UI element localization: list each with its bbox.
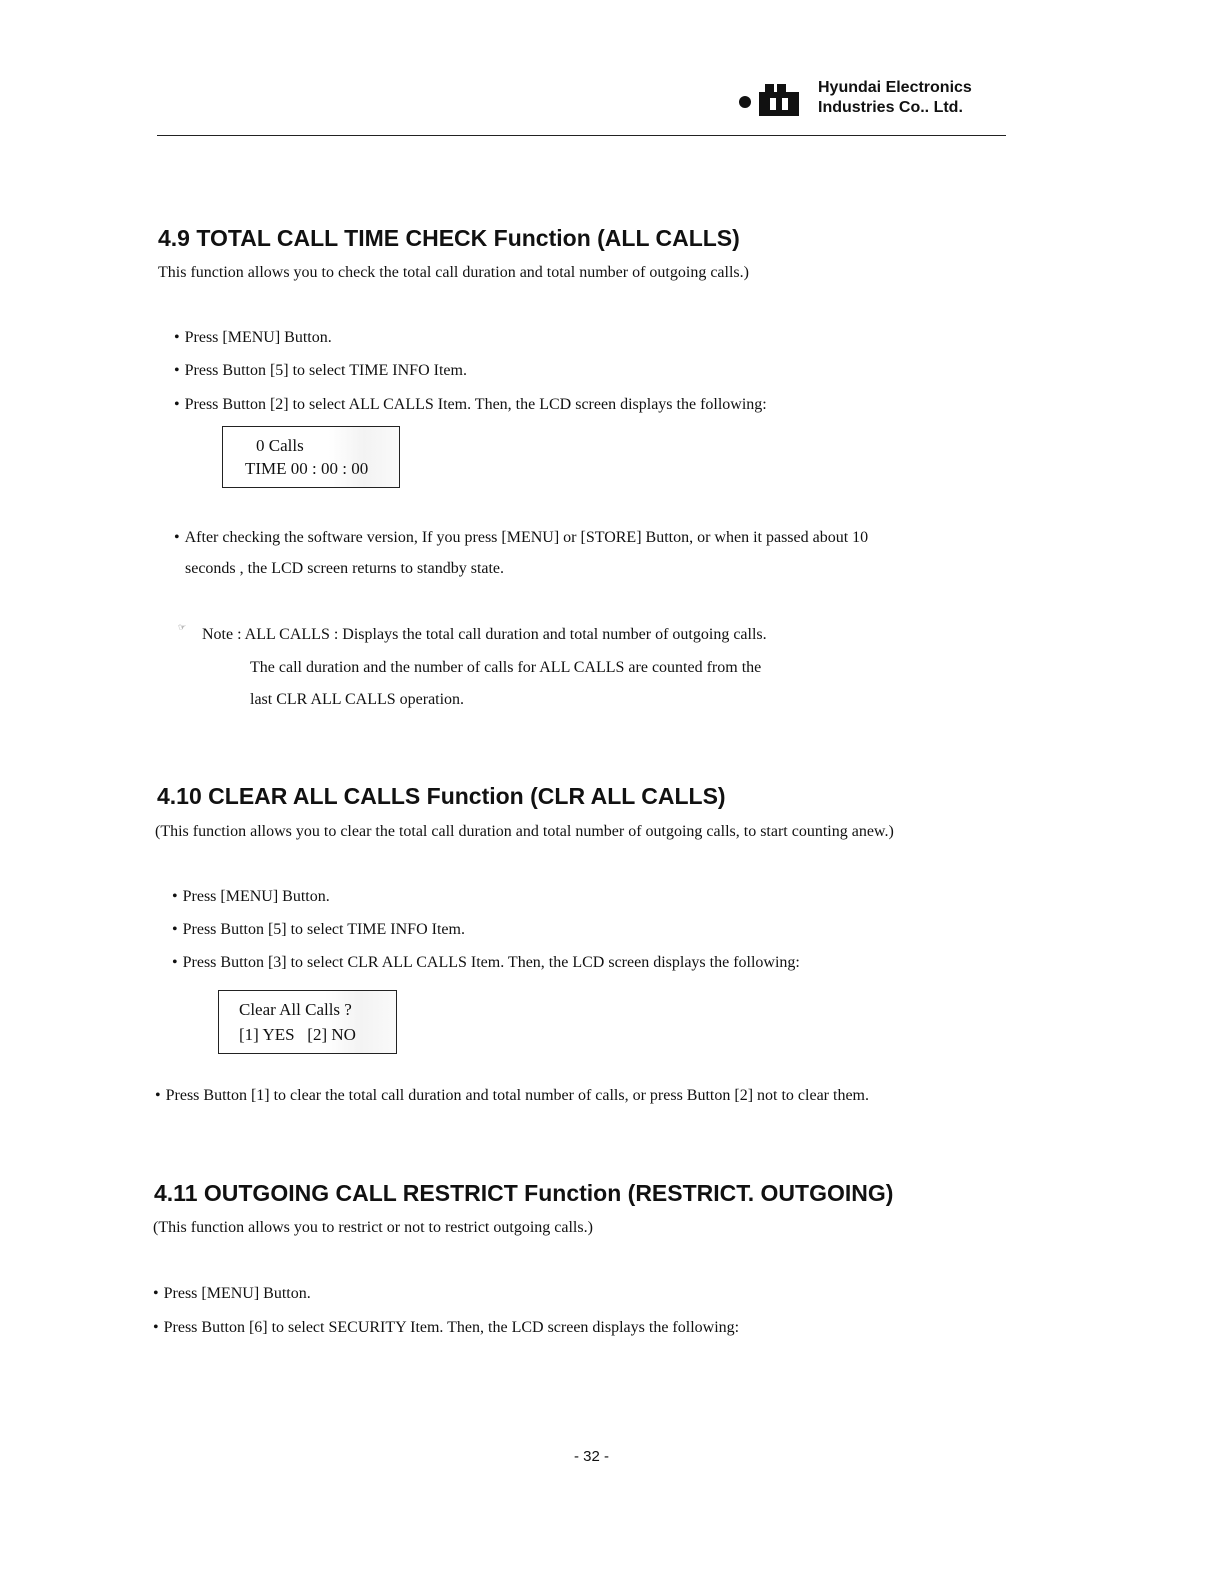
section-4-9-note-line1: Note : ALL CALLS : Displays the total call duration and total number of outgoing calls. [202, 626, 767, 643]
section-4-9-step-2: • Press Button [5] to select TIME INFO Item. [174, 361, 467, 381]
section-4-9-note-line2: The call duration and the number of calls for ALL CALLS are counted from the [250, 659, 762, 676]
note-marker-icon: ☞ [178, 622, 187, 632]
page-number: - 32 - [574, 1448, 610, 1465]
lcd-line-2: TIME 00 : 00 : 00 [245, 459, 369, 478]
lcd-display-clear-all-calls [218, 990, 397, 1054]
company-logo [737, 80, 803, 120]
section-4-10-step-3: • Press Button [3] to select CLR ALL CALLS Item. Then, the LCD screen displays the following: [172, 953, 800, 973]
section-4-10-intro: (This function allows you to clear the total call duration and total number of outgoing calls, to start counting anew.) [155, 823, 894, 840]
section-4-10-after-line1: • Press Button [1] to clear the total call duration and total number of calls, or press Button [2] not to clear them. [155, 1086, 869, 1106]
section-4-10-title: 4.10 CLEAR ALL CALLS Function (CLR ALL CALLS) [157, 783, 726, 809]
section-4-9-after-line1: • After checking the software version, If you press [MENU] or [STORE] Button, or when it passed about 10 [174, 528, 868, 548]
lcd-display-all-calls [222, 426, 400, 488]
section-4-10-step-2: • Press Button [5] to select TIME INFO Item. [172, 920, 465, 940]
company-name-line2: Industries Co.. Ltd. [818, 99, 963, 116]
section-4-9-title: 4.9 TOTAL CALL TIME CHECK Function (ALL CALLS) [158, 225, 740, 251]
section-4-9-intro: This function allows you to check the total call duration and total number of outgoing calls.) [158, 264, 749, 281]
section-4-9-step-1: • Press [MENU] Button. [174, 328, 332, 348]
header-divider [157, 135, 1006, 136]
section-4-11-intro: (This function allows you to restrict or not to restrict outgoing calls.) [153, 1219, 593, 1236]
section-4-11-title: 4.11 OUTGOING CALL RESTRICT Function (RESTRICT. OUTGOING) [154, 1180, 894, 1206]
section-4-9-note-line3: last CLR ALL CALLS operation. [250, 691, 465, 708]
lcd-line-1: 0 Calls [256, 436, 304, 455]
section-4-9-after-line2: seconds , the LCD screen returns to standby state. [185, 560, 505, 577]
section-4-9-step-3: • Press Button [2] to select ALL CALLS Item. Then, the LCD screen displays the following: [174, 395, 767, 415]
section-4-11-step-2: • Press Button [6] to select SECURITY Item. Then, the LCD screen displays the following: [153, 1318, 739, 1338]
company-name-line1: Hyundai Electronics [818, 79, 972, 96]
lcd-line-1: Clear All Calls ? [239, 1000, 352, 1019]
section-4-11-step-1: • Press [MENU] Button. [153, 1284, 311, 1304]
lcd-line-2: [1] YES [2] NO [239, 1025, 356, 1044]
section-4-10-step-1: • Press [MENU] Button. [172, 887, 330, 907]
